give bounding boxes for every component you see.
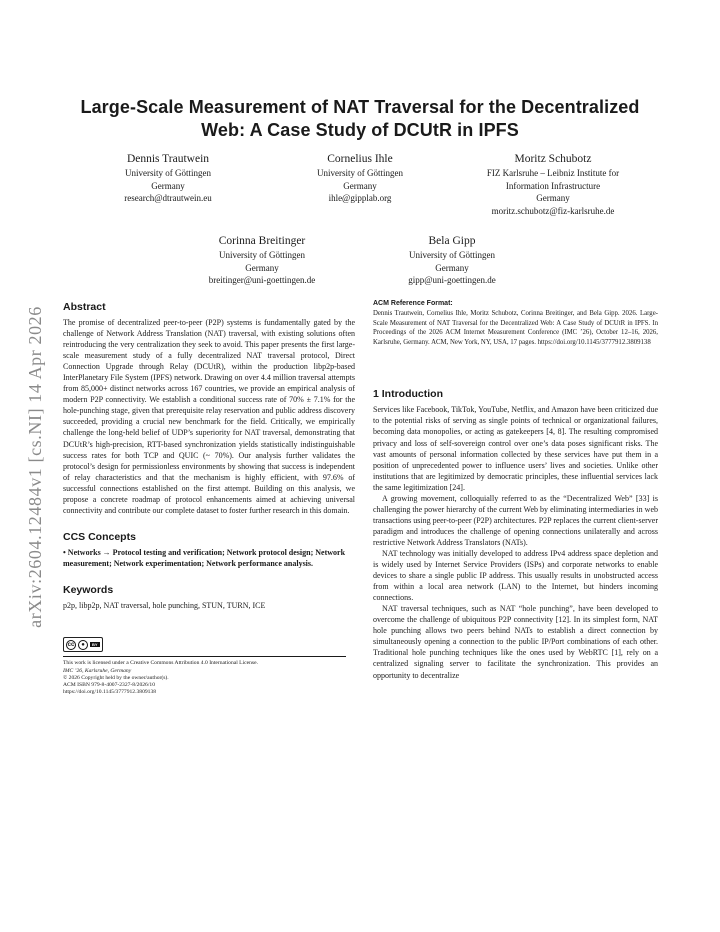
author-name: Cornelius Ihle: [327, 153, 393, 165]
cc-icon: cc: [67, 641, 75, 648]
by-label: BY: [92, 642, 98, 648]
author-email: breitinger@uni-goettingen.de: [208, 275, 316, 285]
author-affiliation: FIZ Karlsruhe – Leibniz Institute for: [486, 168, 620, 178]
copyright-line: © 2026 Copyright held by the owner/author(s).: [63, 674, 169, 681]
license-badge: [63, 633, 355, 653]
author-country: Germany: [245, 262, 279, 273]
author-affiliation-2: Information Infrastructure: [505, 180, 601, 191]
author-country: Germany: [435, 262, 469, 273]
section-heading-introduction: 1 Introduction: [373, 388, 443, 401]
author-name: Moritz Schubotz: [514, 153, 592, 165]
keywords-text: p2p, libp2p, NAT traversal, hole punching, STUN, TURN, ICE: [63, 600, 266, 610]
author-affiliation: University of Göttingen: [409, 250, 495, 260]
author-country: Germany: [343, 180, 377, 191]
ccs-text: • Networks → Protocol testing and verification; Network protocol design; Network measurement; Network experimentation; Network performance analysis.: [63, 547, 346, 568]
left-column: [63, 300, 355, 696]
author-block: [282, 152, 438, 205]
author-affiliation: University of Göttingen: [125, 168, 211, 178]
intro-paragraph: NAT traversal techniques, such as NAT “hole punching”, have been developed to overcome the challenge of ubiquitous P2P connectivity [12]. In its simplest form, NAT hole punching allows two peers behind NATs to establish a direct connection by simultaneously opening a connection to the public IP/Port combinations of each other. Traditional hole punching techniques like the ones used by WebRTC [1], rely on a centralized signaling server to facilitate the synchronization. This provides an opportunity to decentralize: [373, 604, 658, 680]
cc-by-logo: [63, 637, 103, 652]
author-email: research@dtrautwein.eu: [124, 193, 212, 203]
author-affiliation: University of Göttingen: [219, 250, 305, 260]
abstract-heading: Abstract: [63, 301, 106, 313]
author-country: Germany: [151, 180, 185, 191]
ccs-heading: CCS Concepts: [63, 530, 136, 543]
author-name: Corinna Breitinger: [218, 235, 306, 247]
author-email: ihle@gipplab.org: [328, 193, 392, 203]
keywords-heading: Keywords: [63, 583, 114, 596]
arxiv-side-stamp: arXiv:2604.12484v1 [cs.NI] 14 Apr 2026: [25, 306, 45, 628]
license-line: This work is licensed under a Creative Commons Attribution 4.0 International License.: [63, 660, 258, 667]
acm-reference-text: Dennis Trautwein, Cornelius Ihle, Moritz Schubotz, Corinna Breitinger, and Bela Gipp. 2026. Large-Scale Measurement of NAT Traversal for the Decentralized Web: A Case Study of DCUtR in IPFS. In Proceedings of the 2026 ACM Internet Measurement Conference (IMC ’26), October 12–16, 2026, Karlsruhe, Germany. ACM, New York, NY, USA, 17 pages. https://doi.org/10.1145/3777912.3809138: [373, 310, 658, 346]
acm-reference-heading: ACM Reference Format:: [373, 300, 453, 307]
author-name: Dennis Trautwein: [126, 153, 210, 165]
intro-paragraph: A growing movement, colloquially referred to as the “Decentralized Web” [33] is challenging the power hierarchy of the current Web by eliminating intermediaries in web transactions using peer-to-peer (P2P) architectures. P2P replaces the current client-server paradigm and introduces the challenge of opening connections unilaterally and across restrictive Network Address Translators (NATs).: [373, 493, 658, 547]
author-email: moritz.schubotz@fiz-karlsruhe.de: [491, 205, 615, 216]
footnote: [63, 660, 355, 696]
paper-title: Large-Scale Measurement of NAT Traversal for the Decentralized Web: A Case Study of DCUtR in IPFS: [80, 97, 640, 140]
author-name: Bela Gipp: [428, 235, 476, 247]
author-block: [182, 234, 342, 287]
doi-line: https://doi.org/10.1145/3777912.3809138: [63, 689, 157, 696]
author-block: [88, 152, 248, 205]
intro-paragraph: Services like Facebook, TikTok, YouTube, Netflix, and Amazon have been criticized due to the potential risks of serving as single points of technical or organizational failures, becoming data monopolies, or acting as gatekeepers [4, 8]. The resulting compromised privacy and loss of self-sovereign control over one’s data poses significant risks. The vast amounts of personal information collected by these services have put them in a position of unprecedented power to influence users’ lives and societies. Unlike other institutions that are legitimized by democratic principles, these influential services lack the same legitimization [24].: [373, 405, 658, 492]
author-country: Germany: [536, 193, 570, 203]
right-column: [373, 300, 658, 681]
footnote-divider: [63, 656, 346, 657]
person-icon: ●: [78, 640, 88, 650]
author-block: [372, 234, 532, 287]
author-affiliation: University of Göttingen: [317, 168, 403, 178]
author-email: gipp@uni-goettingen.de: [408, 275, 496, 285]
venue-line: IMC ’26, Karlsruhe, Germany: [63, 667, 132, 674]
intro-paragraph: NAT technology was initially developed to address IPv4 address space depletion and is widely used by Internet Service Providers (ISPs) and corporate networks to enable devices to share a single public IP address. This usually results in unobstructed access from within a local area network (LAN) to the Internet, but hinders incoming connections.: [373, 548, 658, 603]
isbn-line: ACM ISBN 979-8-4007-2327-8/2026/10: [63, 682, 155, 688]
author-block: [458, 152, 648, 217]
abstract-text: The promise of decentralized peer-to-peer (P2P) systems is fundamentally gated by the challenge of Network Address Translation (NAT) traversal, with existing solutions often reintroducing the very centralization they seek to avoid. This paper presents the first large-scale measurement study of a fully decentralized NAT traversal protocol, Direct Connection Upgrade through Relay (DCUtR), within the production libp2p-based InterPlanetary File System (IPFS) network. Drawing on over 4.4 million traversal attempts from 85,000+ distinct networks across 167 countries, we provide an empirical analysis of modern P2P connectivity. We establish a conditional success rate of 70% ± 7.1% for the hole-punching stage, given that prerequisite relay reservation and public address discovery succeeded, providing a crucial new benchmark for the field. Critically, we empirically challenge the long-held belief of UDP’s superiority for NAT traversal, demonstrating that DCUtR’s high-precision, RTT-based synchronization yields statistically indistinguishable success rates for both TCP and QUIC (~ 70%). Our analysis further validates the protocol’s design for permissionless environments by showing that success is independent of relay characteristics and that the mechanism is highly efficient, with 97.6% of successful connections established on the first attempt. Building on this analysis, we propose a concrete roadmap of protocol enhancements aimed at achieving universal connectivity and contribute our complete dataset to foster further research in this domain.: [63, 318, 355, 515]
